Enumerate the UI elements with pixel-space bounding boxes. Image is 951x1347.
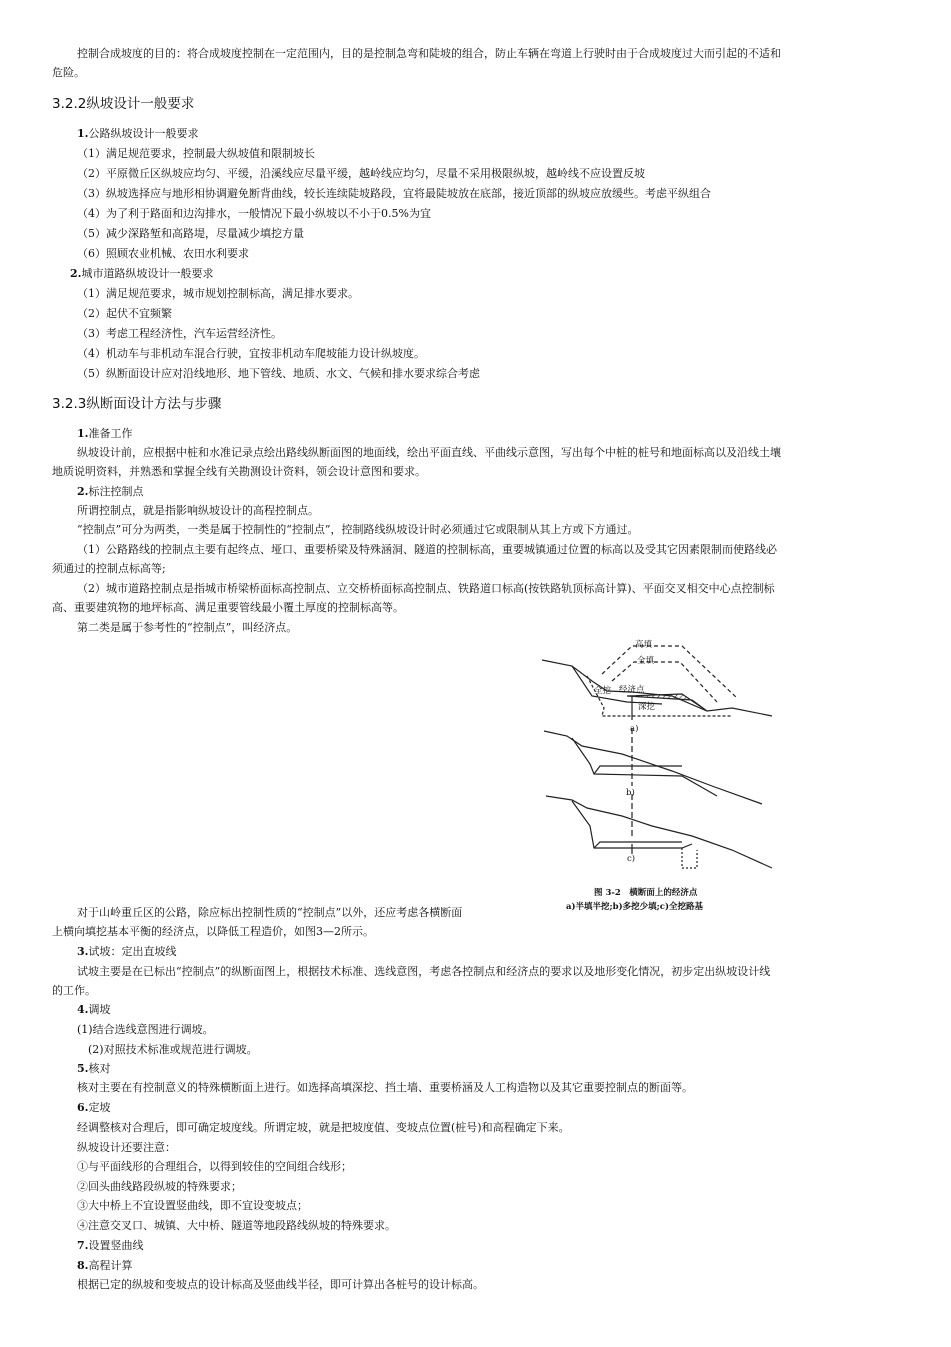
- step-text: 核对: [88, 1062, 111, 1075]
- list-item: （1）满足规范要求，城市规划控制标高，满足排水要求。: [77, 287, 359, 300]
- subheading-text: 城市道路纵坡设计一般要求: [81, 267, 214, 280]
- label-deep-cut: 深挖: [638, 702, 656, 712]
- paragraph-line: 上横向填挖基本平衡的经济点，以降低工程造价，如图3—2所示。: [52, 925, 374, 938]
- paragraph-line: 所谓控制点，就是指影响纵坡设计的高程控制点。: [77, 504, 319, 517]
- paragraph-line: 的工作。: [52, 984, 96, 997]
- list-item: （6）照顾农业机械、农田水利要求: [77, 247, 249, 260]
- cut-slope-a: [572, 666, 662, 704]
- figure-caption-subtitle: a)半填半挖;b)多挖少填;c)全挖路基: [566, 902, 703, 912]
- retaining-wall-c: [682, 848, 697, 868]
- step-number: 7.: [77, 1239, 89, 1252]
- ground-line-b: [544, 731, 762, 804]
- step-number: 5.: [77, 1062, 89, 1075]
- list-item: （3）考虑工程经济性，汽车运营经济性。: [77, 327, 282, 340]
- step-heading: [77, 942, 176, 962]
- list-item: （2）起伏不宜频繁: [77, 307, 172, 320]
- subheading-number: 1.: [77, 127, 89, 140]
- step-number: 3.: [77, 945, 89, 958]
- step-text: 高程计算: [88, 1259, 133, 1272]
- list-item: ②回头曲线路段纵坡的特殊要求；: [77, 1180, 242, 1193]
- paragraph-line: （2）城市道路控制点是指城市桥梁桥面标高控制点、立交桥桥面标高控制点、铁路道口标高(按铁路轨顶标高计算)、平面交叉相交中心点控制标: [77, 582, 775, 595]
- step-text: 准备工作: [88, 427, 133, 440]
- paragraph-line: 核对主要在有控制意义的特殊横断面上进行。如选择高填深挖、挡土墙、重要桥涵及人工构造物以及其它重要控制点的断面等。: [77, 1081, 693, 1094]
- paragraph-line: 须通过的控制点标高等;: [52, 562, 166, 575]
- figure-economic-points: [532, 636, 782, 920]
- step-heading: [77, 1098, 110, 1118]
- paragraph-line: 试坡主要是在已标出“控制点”的纵断面图上，根据技术标准、选线意图，考虑各控制点和经济点的要求以及地形变化情况，初步定出纵坡设计线: [77, 965, 771, 978]
- paragraph-line: (1)结合选线意图进行调坡。: [77, 1023, 214, 1036]
- cross-section-diagram: [532, 636, 782, 920]
- step-text: 标注控制点: [88, 485, 144, 498]
- paragraph-line: 高、重要建筑物的地坪标高、满足重要管线最小覆土厚度的控制标高等。: [52, 601, 404, 614]
- paragraph-line: (2)对照技术标准或规范进行调坡。: [88, 1043, 258, 1056]
- paragraph-line: 地质说明资料，并熟悉和掌握全线有关勘测设计资料，领会设计意图和要求。: [52, 465, 426, 478]
- step-text: 试坡：定出直坡线: [88, 945, 177, 958]
- step-text: 设置竖曲线: [88, 1239, 144, 1252]
- label-full-fill: 全填: [637, 656, 655, 666]
- step-number: 6.: [77, 1101, 89, 1114]
- list-item: （2）平原微丘区纵坡应均匀、平缓，沿溪线应尽量平缓，越岭线应均匀，尽量不采用极限纵坡，越岭线不应设置反坡: [77, 167, 645, 180]
- label-economic-point: 经济点: [619, 685, 645, 695]
- list-item: （4）为了利于路面和边沟排水，一般情况下最小纵坡以不小于0.5%为宜: [77, 207, 431, 220]
- paragraph-line: 对于山岭重丘区的公路，除应标出控制性质的“控制点”以外，还应考虑各横断面: [77, 906, 463, 919]
- section-heading-3-2-2: 3.2.2纵坡设计一般要求: [52, 96, 195, 112]
- list-item: （5）减少深路堑和高路堤，尽量减少填挖方量: [77, 227, 304, 240]
- section-heading-3-2-3: 3.2.3纵断面设计方法与步骤: [52, 396, 222, 412]
- list-item: （3）纵坡选择应与地形相协调避免断背曲线，较长连续陡坡路段，宜将最陡坡放在底部，接近顶部的纵坡应放缓些。考虑平纵组合: [77, 187, 711, 200]
- paragraph-line: 纵坡设计还要注意：: [77, 1141, 176, 1154]
- paragraph-line: 纵坡设计前，应根据中桩和水准记录点绘出路线纵断面图的地面线，绘出平面直线、平曲线示意图，写出每个中桩的桩号和地面标高以及沿线土壤: [77, 446, 781, 459]
- step-heading: [77, 1236, 143, 1256]
- step-heading: [77, 1256, 132, 1276]
- step-number: 8.: [77, 1259, 89, 1272]
- list-item: （4）机动车与非机动车混合行驶，宜按非机动车爬坡能力设计纵坡度。: [77, 347, 425, 360]
- step-number: 1.: [77, 427, 89, 440]
- label-c: c): [627, 854, 636, 864]
- step-number: 2.: [77, 485, 89, 498]
- step-number: 4.: [77, 1003, 89, 1016]
- step-text: 调坡: [88, 1003, 111, 1016]
- label-full-cut: 全挖: [594, 686, 612, 696]
- paragraph-line: （1）公路路线的控制点主要有起终点、垭口、重要桥梁及特殊涵洞、隧道的控制标高，重要城镇通过位置的标高以及受其它因素限制而使路线必: [77, 543, 777, 556]
- list-item: （5）纵断面设计应对沿线地形、地下管线、地质、水文、气候和排水要求综合考虑: [77, 367, 480, 380]
- step-heading: [77, 482, 143, 502]
- subheading-highway: [77, 124, 198, 144]
- step-heading: [77, 1059, 110, 1079]
- subheading-city: [70, 264, 213, 284]
- paragraph-line: 经调整核对合理后，即可确定坡度线。所谓定坡，就是把坡度值、变坡点位置(桩号)和高程确定下来。: [77, 1121, 570, 1134]
- label-b: b): [626, 788, 635, 798]
- subheading-text: 公路纵坡设计一般要求: [88, 127, 199, 140]
- list-item: ③大中桥上不宜设置竖曲线，即不宜设变坡点；: [77, 1199, 308, 1212]
- subheading-number: 2.: [70, 267, 82, 280]
- step-heading: [77, 424, 132, 444]
- list-item: （1）满足规范要求，控制最大纵坡值和限制坡长: [77, 147, 315, 160]
- step-heading: [77, 1000, 110, 1020]
- ground-line-c: [546, 796, 772, 868]
- intro-line-2: 危险。: [52, 66, 85, 79]
- step-text: 定坡: [88, 1101, 111, 1114]
- road-bed-c: [594, 842, 682, 848]
- road-section-b: [572, 738, 717, 796]
- list-item: ①与平面线形的合理组合，以得到较佳的空间组合线形；: [77, 1160, 352, 1173]
- paragraph-line: “控制点”可分为两类，一类是属于控制性的“控制点”，控制路线纵坡设计时必须通过它或限制从其上方或下方通过。: [77, 523, 639, 536]
- list-item: ④注意交叉口、城镇、大中桥、隧道等地段路线纵坡的特殊要求。: [77, 1219, 396, 1232]
- label-a: a): [630, 724, 639, 734]
- paragraph-line: 根据已定的纵坡和变坡点的设计标高及竖曲线半径，即可计算出各桩号的设计标高。: [77, 1278, 484, 1291]
- ground-line-a: [542, 660, 772, 716]
- intro-line-1: 控制合成坡度的目的：将合成坡度控制在一定范围内，目的是控制急弯和陡坡的组合，防止车辆在弯道上行驶时由于合成坡度过大而引起的不适和: [77, 47, 781, 60]
- paragraph-line: 第二类是属于参考性的“控制点”，叫经济点。: [77, 621, 298, 634]
- label-high-fill: 高填: [635, 640, 653, 650]
- figure-caption-title: 图 3-2 横断面上的经济点: [594, 888, 698, 898]
